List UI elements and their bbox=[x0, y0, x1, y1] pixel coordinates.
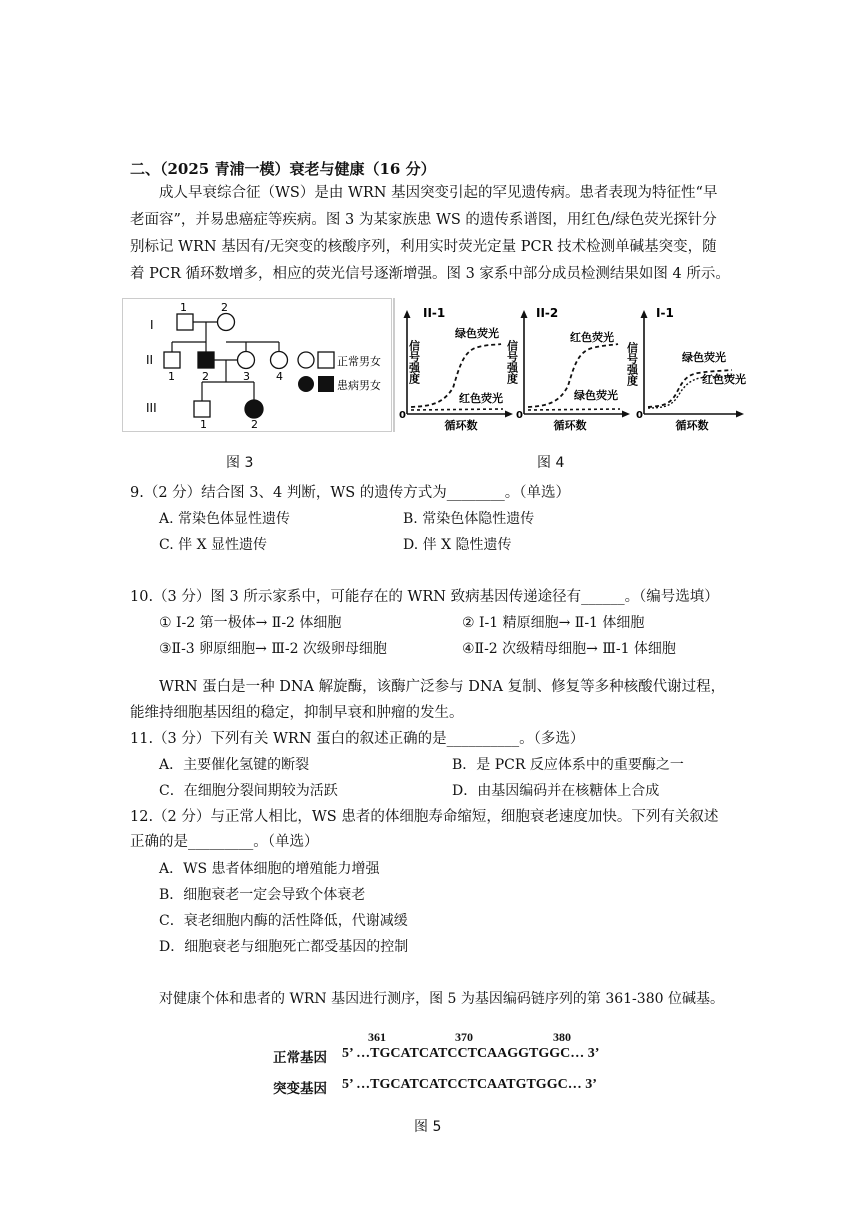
origin-label: 0 bbox=[516, 410, 523, 421]
num-III-2: 2 bbox=[251, 418, 258, 431]
intro-line-4: 着 PCR 循环数增多，相应的荧光信号逐渐增强。图 3 家系中部分成员检测结果如图 4 所示。 bbox=[130, 266, 730, 282]
num-I-2: 2 bbox=[221, 301, 228, 314]
origin-label: 0 bbox=[636, 410, 643, 421]
I-2-female-normal bbox=[218, 314, 235, 331]
y-axis-arrow bbox=[641, 310, 648, 318]
legend-affected-male bbox=[318, 376, 334, 392]
x-label: 循环数 bbox=[553, 419, 587, 432]
q11-option-b: B．是 PCR 反应体系中的重要酶之一 bbox=[452, 757, 684, 773]
q9-option-c: C. 伴 X 显性遗传 bbox=[159, 537, 267, 553]
fig5-normal-sequence: 5’ …TGCATCATCCTCAAGGTGGC… 3’ bbox=[342, 1046, 600, 1061]
q11-option-d: D．由基因编码并在核糖体上合成 bbox=[452, 783, 660, 799]
q10-option-3: ③Ⅱ-3 卵原细胞→ Ⅲ-2 次级卵母细胞 bbox=[159, 641, 387, 657]
x-axis-arrow bbox=[622, 411, 630, 418]
high-label: 绿色荧光 bbox=[455, 327, 499, 340]
II-2-male-affected bbox=[198, 352, 214, 368]
fig5-pos-370: 370 bbox=[455, 1030, 473, 1044]
low-label: 红色荧光 bbox=[702, 373, 746, 386]
y-label: 信号强度 bbox=[407, 340, 421, 384]
x-axis-arrow bbox=[505, 411, 513, 418]
panel-I-1 bbox=[626, 306, 747, 432]
y-axis-arrow bbox=[521, 310, 528, 318]
q10-option-1: ① Ⅰ-2 第一极体→ Ⅱ-2 体细胞 bbox=[159, 615, 342, 631]
q11-option-c: C．在细胞分裂间期较为活跃 bbox=[159, 783, 338, 799]
q12-option-c: C．衰老细胞内酶的活性降低，代谢减缓 bbox=[159, 913, 408, 929]
num-II-4: 4 bbox=[276, 370, 283, 383]
III-1-male-normal bbox=[194, 401, 210, 417]
seq-intro-text: 对健康个体和患者的 WRN 基因进行测序，图 5 为基因编码链序列的第 361-380 位碱基。 bbox=[159, 991, 724, 1007]
q12-option-d: D．细胞衰老与细胞死亡都受基因的控制 bbox=[159, 939, 409, 955]
x-label: 循环数 bbox=[675, 419, 709, 432]
q11-option-a: A．主要催化氢键的断裂 bbox=[159, 757, 310, 773]
panel-title: I-1 bbox=[656, 306, 674, 320]
II-1-male-normal bbox=[164, 352, 180, 368]
legend-normal-female bbox=[298, 352, 314, 368]
wrn-text-line-1: WRN 蛋白是一种 DNA 解旋酶，该酶广泛参与 DNA 复制、修复等多种核酸代谢过程， bbox=[159, 679, 726, 695]
fig3-caption: 图 3 bbox=[226, 455, 254, 471]
high-label: 红色荧光 bbox=[570, 331, 614, 344]
panel-title: II-2 bbox=[536, 306, 559, 320]
legend-normal-male bbox=[318, 352, 334, 368]
fig4-panels bbox=[393, 298, 758, 436]
gen-label-2: II bbox=[146, 353, 154, 367]
q10-stem: 10.（3 分）图 3 所示家系中，可能存在的 WRN 致病基因传递途径有______。（编号选填） bbox=[130, 589, 719, 605]
num-II-1: 1 bbox=[168, 370, 175, 383]
q12-option-a: A．WS 患者体细胞的增殖能力增强 bbox=[159, 861, 380, 877]
intro-line-2: 老面容”，并易患癌症等疾病。图 3 为某家族患 WS 的遗传系谱图，用红色/绿色荧光探针分 bbox=[130, 212, 717, 228]
low-label: 绿色荧光 bbox=[574, 389, 618, 402]
q10-option-4: ④Ⅱ-2 次级精母细胞→ Ⅲ-1 体细胞 bbox=[462, 641, 676, 657]
legend-affected-female bbox=[298, 376, 314, 392]
panel-II-2 bbox=[506, 306, 631, 432]
gen-label-3: III bbox=[146, 401, 157, 415]
fig5-mutant-label: 突变基因 bbox=[273, 1081, 327, 1097]
fig5-mutant-sequence: 5’ …TGCATCATCCTCAATGTGGC… 3’ bbox=[342, 1077, 597, 1092]
high-label: 绿色荧光 bbox=[682, 351, 726, 364]
panel-II-1 bbox=[399, 306, 513, 432]
section-heading: 二、（2025 青浦一模）衰老与健康（16 分） bbox=[130, 160, 436, 178]
q11-stem: 11.（3 分）下列有关 WRN 蛋白的叙述正确的是__________。（多选） bbox=[130, 731, 585, 747]
q9-option-a: A. 常染色体显性遗传 bbox=[159, 511, 291, 527]
q9-stem: 9.（2 分）结合图 3、4 判断，WS 的遗传方式为________。（单选） bbox=[130, 485, 571, 501]
panel-title: II-1 bbox=[423, 306, 446, 320]
num-II-2: 2 bbox=[202, 370, 209, 383]
fig5-pos-361: 361 bbox=[368, 1030, 386, 1044]
intro-line-3: 别标记 WRN 基因有/无突变的核酸序列，利用实时荧光定量 PCR 技术检测单碱基突变，随 bbox=[130, 239, 717, 255]
origin-label: 0 bbox=[399, 410, 406, 421]
q12-stem-line-2: 正确的是_________。（单选） bbox=[130, 834, 319, 850]
legend-affected-label: 患病男女 bbox=[337, 379, 381, 392]
fig5-pos-380: 380 bbox=[553, 1030, 571, 1044]
x-label: 循环数 bbox=[444, 419, 478, 432]
low-curve bbox=[411, 409, 503, 410]
q12-stem-line-1: 12.（2 分）与正常人相比，WS 患者的体细胞寿命缩短，细胞衰老速度加快。下列有关叙述 bbox=[130, 809, 719, 825]
wrn-text-line-2: 能维持细胞基因组的稳定，抑制早衰和肿瘤的发生。 bbox=[130, 705, 464, 721]
low-curve bbox=[528, 409, 620, 410]
II-4-female-normal bbox=[271, 352, 288, 369]
I-1-male-normal bbox=[177, 314, 193, 330]
fig4-caption: 图 4 bbox=[537, 455, 565, 471]
II-3-female-normal bbox=[238, 352, 255, 369]
intro-line-1: 成人早衰综合征（WS）是由 WRN 基因突变引起的罕见遗传病。患者表现为特征性“早 bbox=[159, 185, 718, 201]
fig5-normal-label: 正常基因 bbox=[273, 1050, 327, 1066]
low-label: 红色荧光 bbox=[459, 392, 503, 405]
y-axis-arrow bbox=[404, 310, 411, 318]
num-II-3: 3 bbox=[243, 370, 250, 383]
x-axis-arrow bbox=[736, 411, 744, 418]
pedigree-figure bbox=[122, 298, 392, 432]
gen-label-1: I bbox=[150, 318, 154, 332]
q9-option-b: B. 常染色体隐性遗传 bbox=[403, 511, 535, 527]
fig5-caption: 图 5 bbox=[414, 1119, 442, 1135]
num-III-1: 1 bbox=[200, 418, 207, 431]
III-2-female-affected bbox=[245, 400, 263, 418]
legend-normal-label: 正常男女 bbox=[337, 355, 381, 368]
q9-option-d: D. 伴 X 隐性遗传 bbox=[403, 537, 512, 553]
q10-option-2: ② Ⅰ-1 精原细胞→ Ⅱ-1 体细胞 bbox=[462, 615, 645, 631]
q12-option-b: B．细胞衰老一定会导致个体衰老 bbox=[159, 887, 366, 903]
y-label: 信号强度 bbox=[625, 342, 639, 386]
y-label: 信号强度 bbox=[505, 340, 519, 384]
num-I-1: 1 bbox=[180, 301, 187, 314]
